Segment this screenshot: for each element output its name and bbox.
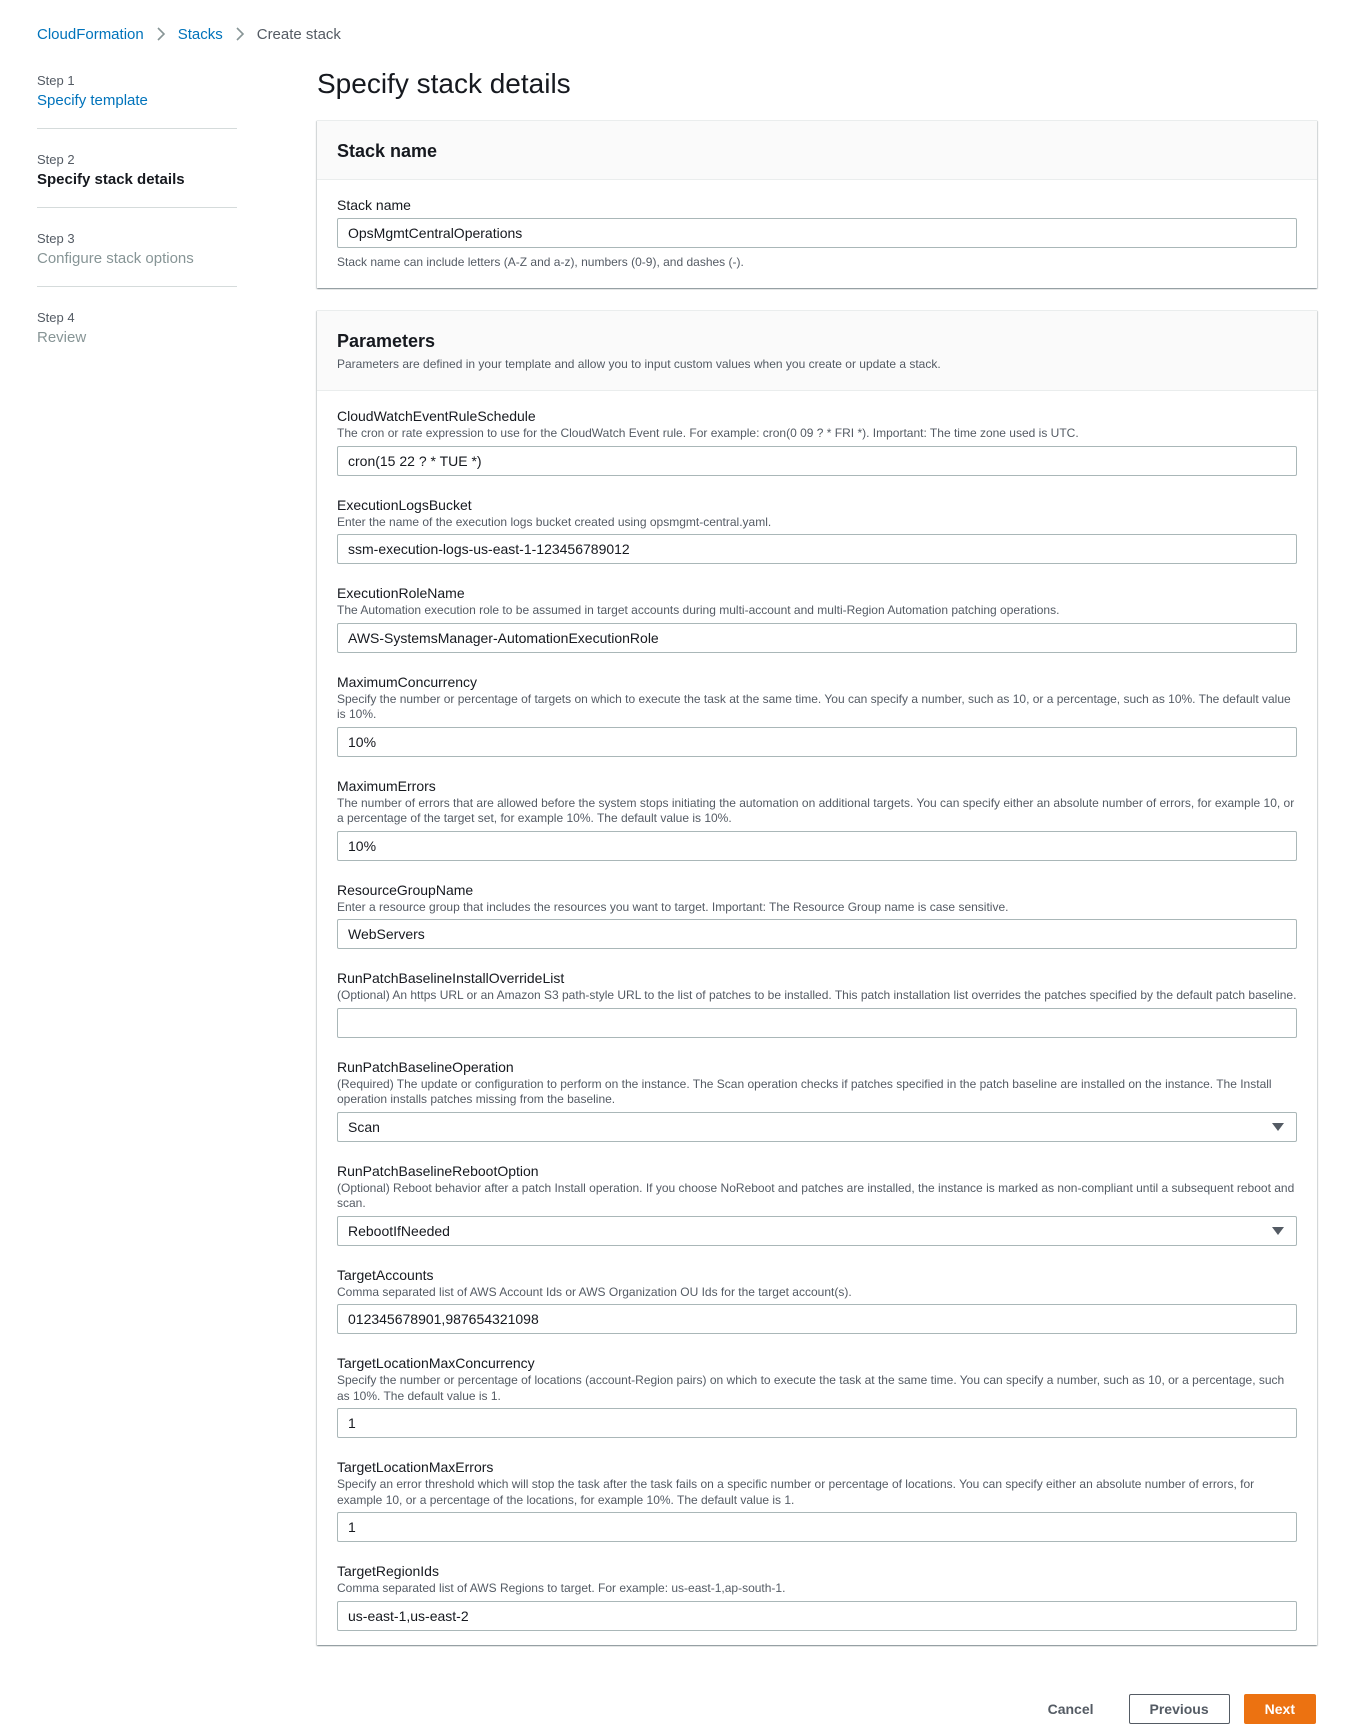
- field-description: Enter a resource group that includes the resources you want to target. Important: The Resource Group name is case sensitive.: [337, 899, 1009, 914]
- step-2: [37, 149, 237, 208]
- panel-body: [317, 180, 1317, 288]
- param-execution-role-name: [337, 584, 1297, 653]
- target-location-max-concurrency-input[interactable]: [337, 1408, 1297, 1438]
- field-label: TargetAccounts: [337, 1266, 434, 1283]
- target-accounts-input[interactable]: [337, 1304, 1297, 1334]
- panel-header: [317, 311, 1317, 391]
- step-1: [37, 70, 237, 129]
- field-label: RunPatchBaselineOperation: [337, 1058, 514, 1075]
- breadcrumb-cloudformation-link[interactable]: CloudFormation: [37, 25, 144, 43]
- caret-down-icon: [1272, 1227, 1284, 1235]
- field-label: ResourceGroupName: [337, 881, 474, 898]
- breadcrumb: [37, 22, 341, 46]
- field-description: Comma separated list of AWS Account Ids or AWS Organization OU Ids for the target account(s).: [337, 1284, 852, 1299]
- cancel-button[interactable]: Cancel: [1027, 1694, 1115, 1724]
- field-label: CloudWatchEventRuleSchedule: [337, 408, 536, 424]
- field-description: The cron or rate expression to use for the CloudWatch Event rule. For example: cron(0 09 ? * FRI *). Important: The time zone used is UTC.: [337, 426, 1079, 440]
- stack-name-field: [337, 196, 1297, 270]
- step-link-specify-template[interactable]: Specify template: [37, 92, 148, 109]
- breadcrumb-stacks-link[interactable]: Stacks: [177, 25, 223, 43]
- field-description: Comma separated list of AWS Regions to target. For example: us-east-1,ap-south-1.: [337, 1581, 786, 1595]
- maximum-errors-input[interactable]: [337, 831, 1297, 861]
- select-value: Scan: [348, 1118, 380, 1135]
- cloudwatch-event-rule-schedule-input[interactable]: [337, 446, 1297, 476]
- stack-name-panel: [317, 120, 1317, 288]
- field-description: The number of errors that are allowed before the system stops initiating the automation on additional targets. You can specify either an absolute number of errors, for example 10, or a percentage of the target set, for example 10%. The default value is 10%.: [337, 795, 1295, 825]
- field-label: MaximumErrors: [337, 777, 436, 794]
- step-4: [37, 307, 237, 365]
- caret-down-icon: [1272, 1123, 1284, 1131]
- param-target-region-ids: [337, 1562, 1297, 1631]
- field-label: TargetRegionIds: [337, 1563, 439, 1579]
- patch-baseline-operation-select[interactable]: [337, 1112, 1297, 1142]
- panel-title: Stack name: [337, 141, 438, 161]
- param-target-location-max-concurrency: [337, 1354, 1297, 1438]
- field-description: Specify an error threshold which will stop the task after the task fails on a specific number or percentage of locations. You can specify either an absolute number of errors, for example 10, or a percentage of the locations, for example 10%. The default value is 1.: [337, 1477, 1255, 1507]
- step-number: Step 4: [37, 310, 75, 325]
- resource-group-name-input[interactable]: [337, 919, 1297, 949]
- field-description: Specify the number or percentage of targets on which to execute the task at the same time. You can specify a number, such as 10, or a percentage, such as 10%. The default value is 10%.: [337, 691, 1291, 721]
- param-run-patch-baseline-install-override-list: [337, 969, 1297, 1038]
- panel-header: [317, 121, 1317, 180]
- chevron-right-icon: [150, 22, 172, 46]
- breadcrumb-current: Create stack: [256, 25, 341, 43]
- patch-baseline-reboot-option-select[interactable]: [337, 1216, 1297, 1246]
- field-label: Stack name: [337, 197, 411, 213]
- field-description: (Optional) An https URL or an Amazon S3 path-style URL to the list of patches to be installed. This patch installation list overrides the patches specified by the default patch baseline.: [337, 988, 1297, 1002]
- target-location-max-errors-input[interactable]: [337, 1512, 1297, 1542]
- param-maximum-concurrency: [337, 673, 1297, 757]
- panel-description: Parameters are defined in your template and allow you to input custom values when you create or update a stack.: [337, 357, 941, 371]
- maximum-concurrency-input[interactable]: [337, 727, 1297, 757]
- next-button[interactable]: Next: [1244, 1694, 1316, 1724]
- wizard-steps: [37, 70, 237, 385]
- install-override-list-input[interactable]: [337, 1008, 1297, 1038]
- param-execution-logs-bucket: [337, 496, 1297, 565]
- param-maximum-errors: [337, 777, 1297, 861]
- panel-body: [317, 391, 1317, 1645]
- field-description: The Automation execution role to be assumed in target accounts during multi-account and multi-Region Automation patching operations.: [337, 603, 1060, 617]
- parameters-panel: [317, 310, 1317, 1645]
- step-number: Step 1: [37, 73, 75, 88]
- stack-name-input[interactable]: [337, 218, 1297, 248]
- field-label: ExecutionLogsBucket: [337, 496, 472, 513]
- step-number: Step 2: [37, 152, 75, 167]
- form-actions: [1027, 1694, 1316, 1724]
- select-value: RebootIfNeeded: [348, 1222, 450, 1239]
- field-label: RunPatchBaselineInstallOverrideList: [337, 970, 565, 986]
- field-description: (Required) The update or configuration to perform on the instance. The Scan operation checks if patches specified in the patch baseline are installed on the instance. The Install operation installs patches missing from the baseline.: [337, 1076, 1272, 1106]
- execution-logs-bucket-input[interactable]: [337, 534, 1297, 564]
- chevron-right-icon: [229, 22, 251, 46]
- step-number: Step 3: [37, 231, 75, 246]
- field-label: TargetLocationMaxErrors: [337, 1459, 494, 1475]
- target-region-ids-input[interactable]: [337, 1601, 1297, 1631]
- previous-button[interactable]: Previous: [1129, 1694, 1230, 1724]
- step-title: Configure stack options: [37, 250, 194, 267]
- step-3: [37, 228, 237, 287]
- page-title: Specify stack details: [317, 68, 571, 99]
- param-run-patch-baseline-operation: [337, 1058, 1297, 1142]
- param-run-patch-baseline-reboot-option: [337, 1162, 1297, 1246]
- param-resource-group-name: [337, 881, 1297, 950]
- field-label: TargetLocationMaxConcurrency: [337, 1355, 535, 1371]
- step-title: Review: [37, 329, 87, 346]
- field-description: Enter the name of the execution logs bucket created using opsmgmt-central.yaml.: [337, 514, 772, 529]
- param-target-accounts: [337, 1266, 1297, 1335]
- execution-role-name-input[interactable]: [337, 623, 1297, 653]
- param-target-location-max-errors: [337, 1458, 1297, 1542]
- field-label: MaximumConcurrency: [337, 673, 478, 690]
- step-current-title: Specify stack details: [37, 171, 185, 188]
- field-description: Specify the number or percentage of locations (account-Region pairs) on which to execute the task at the same time. You can specify a number, such as 10, or a percentage, such as 10%. The default value is 1.: [337, 1373, 1285, 1403]
- field-label: ExecutionRoleName: [337, 585, 465, 601]
- param-cloudwatch-event-rule-schedule: [337, 407, 1297, 476]
- field-label: RunPatchBaselineRebootOption: [337, 1162, 539, 1179]
- panel-title: Parameters: [337, 331, 436, 351]
- field-description: (Optional) Reboot behavior after a patch Install operation. If you choose NoReboot and patches are installed, the instance is marked as non-compliant until a subsequent reboot and scan.: [337, 1180, 1295, 1210]
- field-hint: Stack name can include letters (A-Z and a-z), numbers (0-9), and dashes (-).: [337, 255, 744, 269]
